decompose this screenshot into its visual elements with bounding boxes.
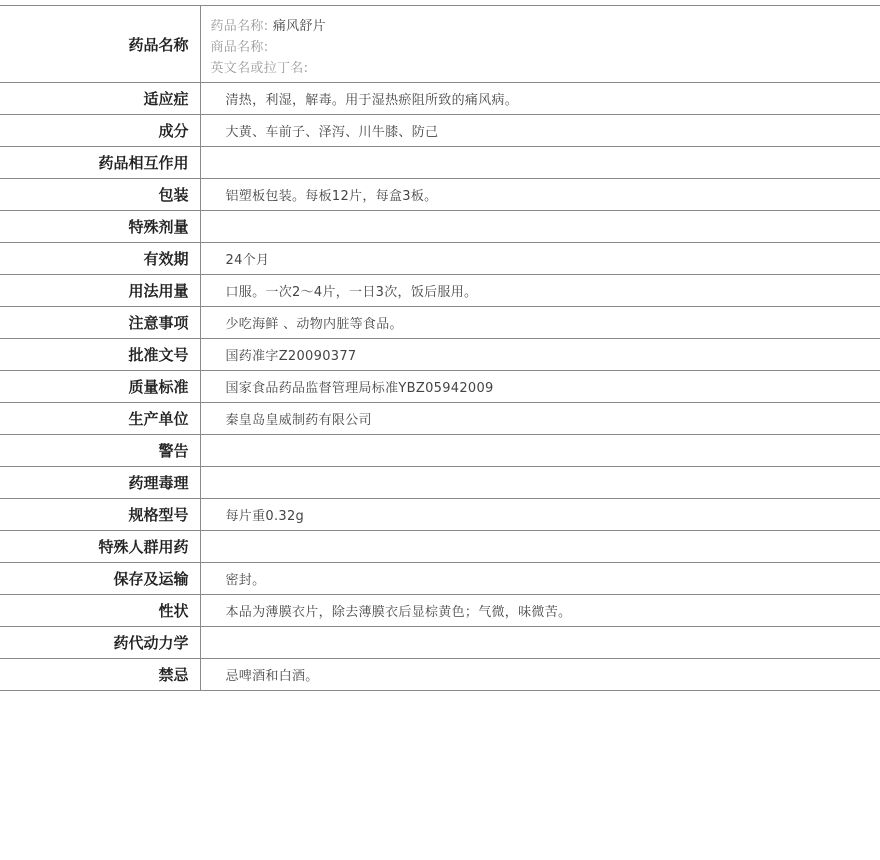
drug-info-table bbox=[0, 5, 880, 691]
table-row bbox=[0, 659, 880, 691]
field-value: 少吃海鲜 、动物内脏等食品。 bbox=[225, 317, 403, 332]
field-label: 生产单位 bbox=[0, 403, 200, 435]
field-label: 性状 bbox=[0, 595, 200, 627]
table-row bbox=[0, 179, 880, 211]
field-label: 有效期 bbox=[0, 243, 200, 275]
table-row bbox=[0, 531, 880, 563]
table-row bbox=[0, 627, 880, 659]
table-row bbox=[0, 115, 880, 147]
table-row bbox=[0, 435, 880, 467]
table-row bbox=[0, 147, 880, 179]
trade-name-key: 商品名称: bbox=[210, 40, 269, 55]
table-row bbox=[0, 371, 880, 403]
field-label: 适应症 bbox=[0, 83, 200, 115]
field-label: 保存及运输 bbox=[0, 563, 200, 595]
drug-name-values bbox=[200, 6, 880, 83]
field-value bbox=[200, 435, 880, 467]
field-label: 特殊剂量 bbox=[0, 211, 200, 243]
field-label: 药代动力学 bbox=[0, 627, 200, 659]
field-value: 本品为薄膜衣片，除去薄膜衣后显棕黄色；气微，味微苦。 bbox=[225, 605, 572, 620]
field-value: 国药准字Z20090377 bbox=[225, 349, 357, 364]
field-value: 忌啤酒和白酒。 bbox=[225, 669, 319, 684]
field-value: 大黄、车前子、泽泻、川牛膝、防己 bbox=[225, 125, 439, 140]
field-value: 国家食品药品监督管理局标准YBZ05942009 bbox=[225, 381, 494, 396]
field-value bbox=[200, 531, 880, 563]
english-name-line bbox=[211, 58, 880, 79]
table-row bbox=[0, 563, 880, 595]
table-row bbox=[0, 339, 880, 371]
table-row bbox=[0, 595, 880, 627]
drug-name-label: 药品名称 bbox=[0, 6, 200, 83]
generic-name-line bbox=[211, 16, 880, 37]
table-row bbox=[0, 243, 880, 275]
field-label: 禁忌 bbox=[0, 659, 200, 691]
field-label: 警告 bbox=[0, 435, 200, 467]
field-label: 批准文号 bbox=[0, 339, 200, 371]
field-value: 24个月 bbox=[225, 253, 270, 268]
field-label: 成分 bbox=[0, 115, 200, 147]
field-value bbox=[200, 627, 880, 659]
field-value bbox=[200, 467, 880, 499]
field-value: 每片重0.32g bbox=[225, 509, 305, 524]
table-row bbox=[0, 307, 880, 339]
field-value bbox=[200, 211, 880, 243]
field-label: 药理毒理 bbox=[0, 467, 200, 499]
field-label: 包装 bbox=[0, 179, 200, 211]
trade-name-line bbox=[211, 37, 880, 58]
table-row bbox=[0, 403, 880, 435]
field-value: 铝塑板包装。每板12片，每盒3板。 bbox=[225, 189, 438, 204]
table-row bbox=[0, 467, 880, 499]
field-value bbox=[200, 147, 880, 179]
table-row bbox=[0, 83, 880, 115]
field-value: 口服。一次2～4片，一日3次，饭后服用。 bbox=[225, 285, 478, 300]
field-label: 规格型号 bbox=[0, 499, 200, 531]
table-row bbox=[0, 211, 880, 243]
field-label: 用法用量 bbox=[0, 275, 200, 307]
field-label: 注意事项 bbox=[0, 307, 200, 339]
english-name-key: 英文名或拉丁名: bbox=[210, 61, 309, 76]
field-value: 清热，利湿，解毒。用于湿热瘀阻所致的痛风病。 bbox=[225, 93, 519, 108]
field-label: 特殊人群用药 bbox=[0, 531, 200, 563]
table-row bbox=[0, 275, 880, 307]
field-label: 药品相互作用 bbox=[0, 147, 200, 179]
drug-name-row bbox=[0, 6, 880, 83]
generic-name-key: 药品名称: bbox=[210, 19, 269, 34]
field-value: 密封。 bbox=[225, 573, 266, 588]
field-value: 秦皇岛皇威制药有限公司 bbox=[225, 413, 372, 428]
table-row bbox=[0, 499, 880, 531]
generic-name-value: 痛风舒片 bbox=[272, 19, 327, 34]
field-label: 质量标准 bbox=[0, 371, 200, 403]
